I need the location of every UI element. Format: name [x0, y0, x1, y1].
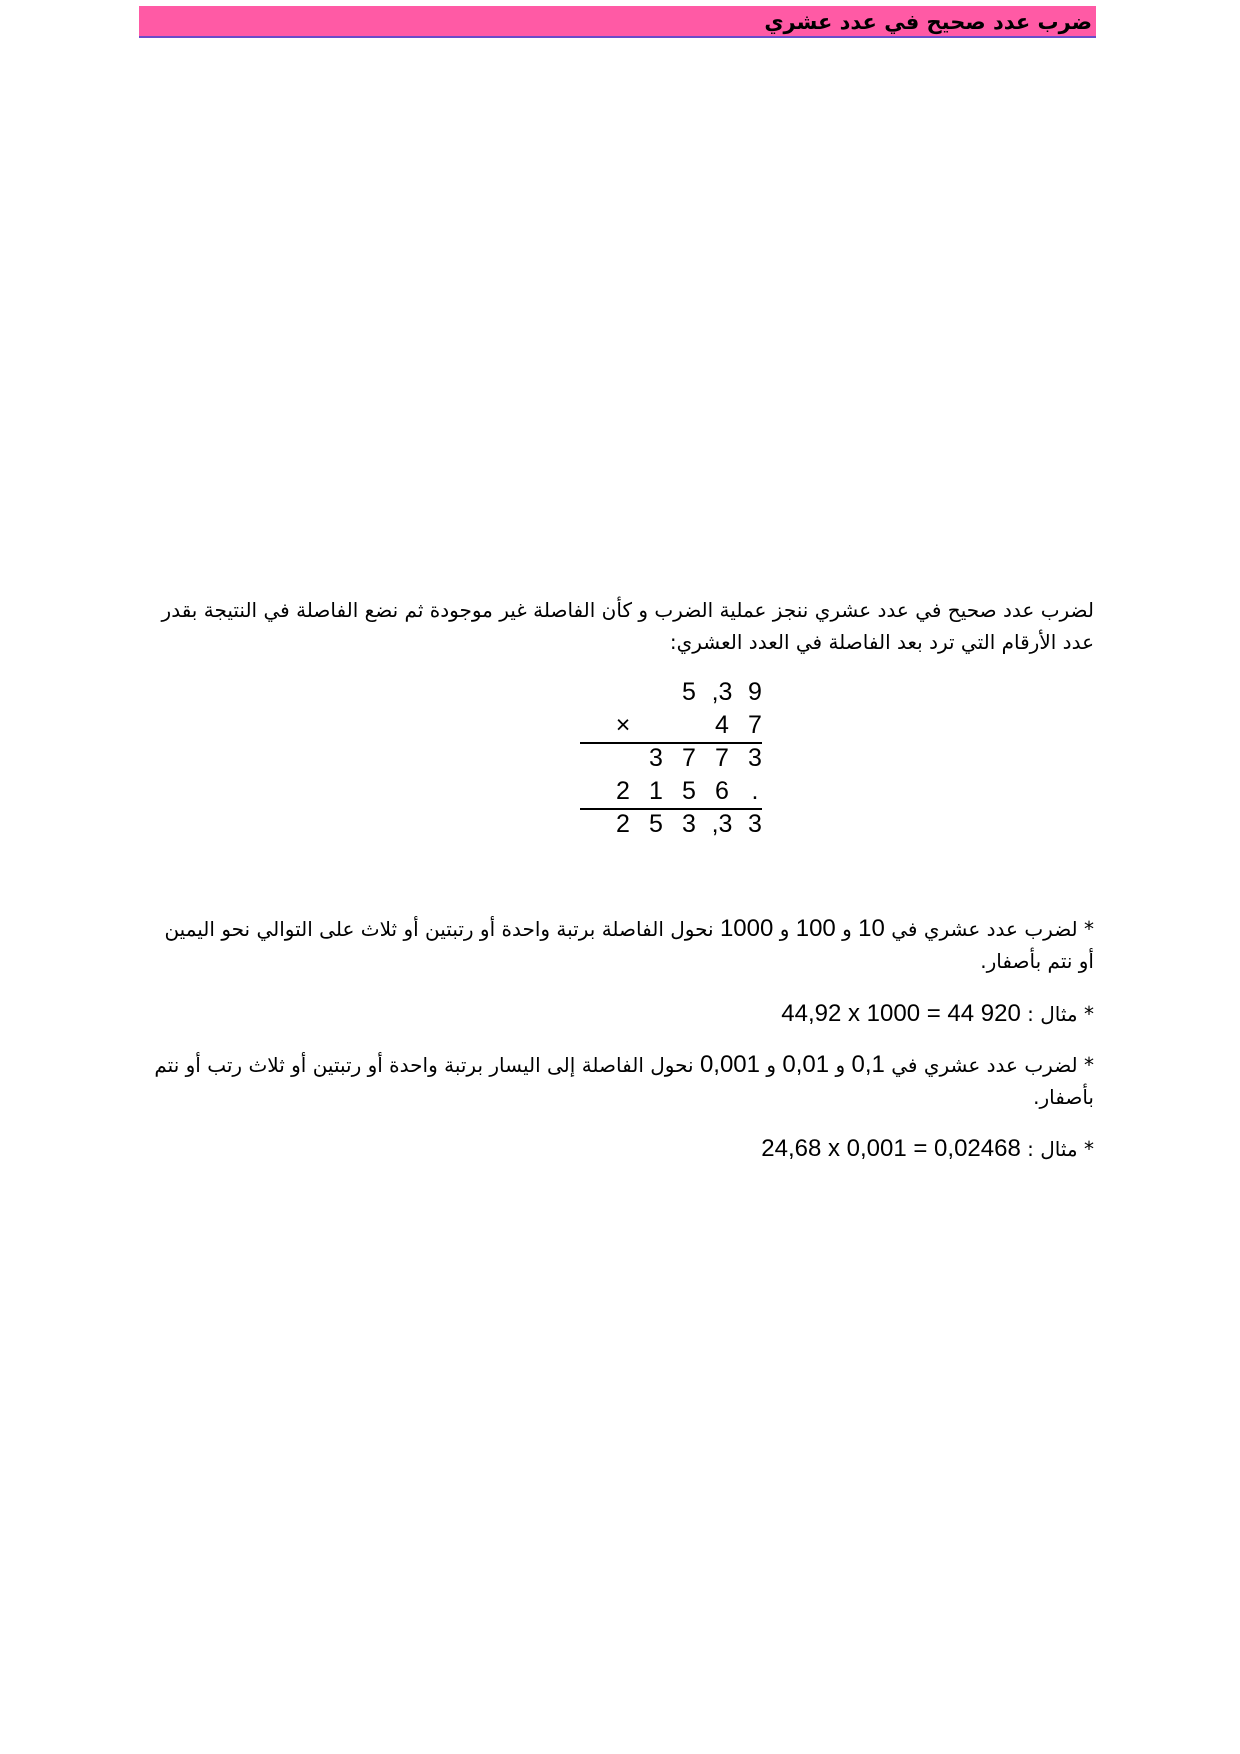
- product-row: [580, 808, 766, 841]
- rule-number: 0,01: [782, 1051, 830, 1078]
- digit-cell: ×: [615, 711, 631, 739]
- example-expression: 44,92 x 1000 = 44 920: [781, 1000, 1021, 1027]
- digit-cell: .: [751, 777, 759, 805]
- multiplication-layout: [580, 676, 766, 846]
- rule-number: 0,1: [851, 1051, 885, 1078]
- digit-cell: 7: [748, 711, 762, 739]
- digit-cell: 9: [748, 678, 762, 706]
- digit-cell: 3: [682, 810, 696, 838]
- digit-cell: 7: [682, 744, 696, 772]
- digit-cell: 5: [682, 777, 696, 805]
- rule-text: نحول الفاصلة إلى اليسار برتبة واحدة أو رتبتين أو ثلاث رتب أو نتم بأصفار.: [154, 1053, 1094, 1109]
- multiplicand-row: [580, 676, 766, 709]
- digit-cell: ,3: [711, 810, 733, 838]
- digit-cell: 2: [616, 810, 630, 838]
- multiplier-row: [580, 709, 766, 742]
- rule-multiply-by-powers-of-ten: [143, 913, 1094, 977]
- digit-cell: 5: [682, 678, 696, 706]
- rule-text: * لضرب عدد عشري في: [891, 1053, 1094, 1077]
- partial-product-row: [580, 742, 766, 775]
- rule-multiply-by-decimal-fractions: [143, 1049, 1094, 1113]
- section-title-bar: [139, 6, 1096, 38]
- rule-number: 1000: [719, 915, 774, 942]
- intro-paragraph: لضرب عدد صحيح في عدد عشري ننجز عملية الضرب و كأن الفاصلة غير موجودة ثم نضع الفاصلة في النتيجة بقدر عدد الأرقام التي ترد بعد الفاصلة في العدد العشري:: [161, 598, 1094, 654]
- example-decimal-fractions: [143, 1133, 1094, 1165]
- page-title: ضرب عدد صحيح في عدد عشري: [764, 10, 1092, 34]
- digit-cell: 1: [649, 777, 663, 805]
- rule-text: نحول الفاصلة برتبة واحدة أو رتبتين أو ثلاث على التوالي نحو اليمين أو نتم بأصفار.: [164, 917, 1094, 973]
- example-expression: 24,68 x 0,001 = 0,02468: [761, 1135, 1021, 1162]
- rule-conjunction: و: [842, 917, 852, 941]
- rule-conjunction: و: [779, 917, 790, 941]
- example-label: * مثال :: [1027, 1002, 1094, 1026]
- digit-cell: 7: [715, 744, 729, 772]
- digit-cell: 3: [748, 744, 762, 772]
- digit-cell: 6: [715, 777, 729, 805]
- digit-cell: 3: [649, 744, 663, 772]
- rule-conjunction: و: [835, 1053, 846, 1077]
- digit-cell: 2: [616, 777, 630, 805]
- rule-text: * لضرب عدد عشري في: [891, 917, 1094, 941]
- rule-number: 100: [795, 915, 836, 942]
- rule-number: 10: [858, 915, 885, 942]
- digit-cell: 5: [649, 810, 663, 838]
- partial-product-row: [580, 775, 766, 808]
- example-label: * مثال :: [1027, 1137, 1094, 1161]
- rule-conjunction: و: [766, 1053, 777, 1077]
- rule-number: 0,001: [699, 1051, 760, 1078]
- digit-cell: 4: [715, 711, 729, 739]
- digit-cell: 3: [748, 810, 762, 838]
- digit-cell: ,3: [711, 678, 733, 706]
- example-powers-of-ten: [143, 998, 1094, 1030]
